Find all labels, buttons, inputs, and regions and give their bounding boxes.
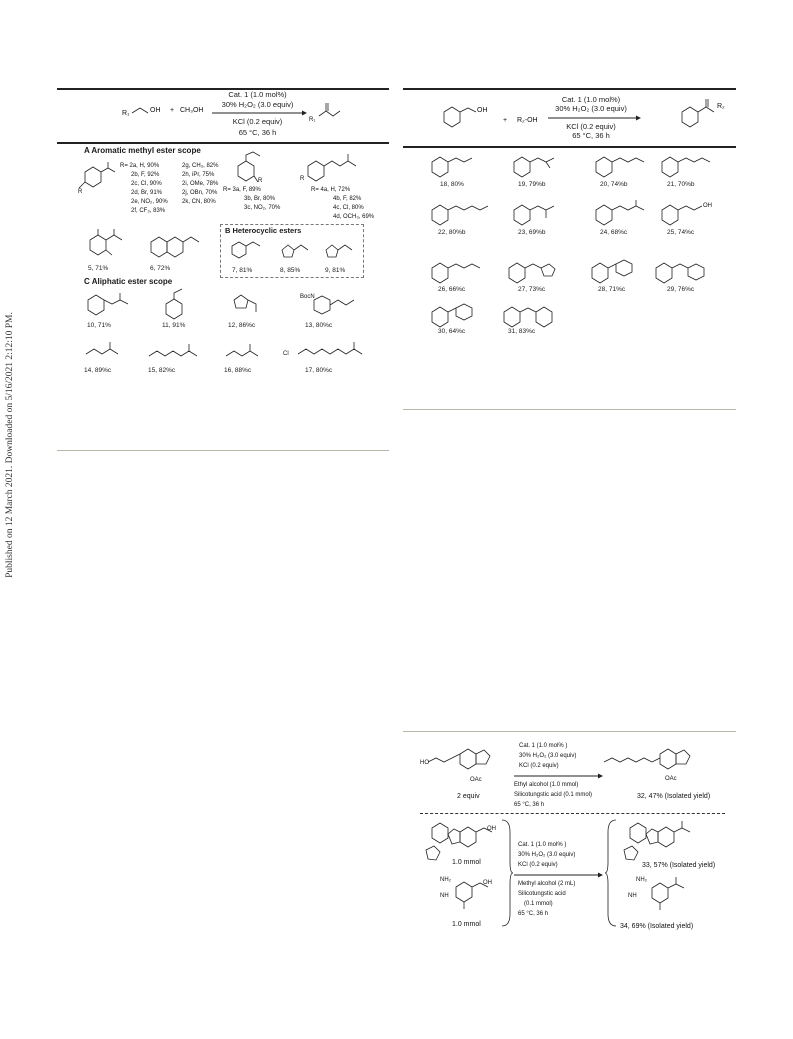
compound-23-label: 23, 69%b bbox=[518, 229, 546, 236]
scheme2-cond-2: 30% H₂O₂ (3.0 equiv) bbox=[555, 104, 627, 113]
scheme3-nh: NH bbox=[440, 893, 449, 899]
list-a4-item: 4b, F, 82% bbox=[333, 196, 362, 202]
list-a1-item: 2d, Br, 91% bbox=[131, 190, 163, 196]
scheme2-product-r2: R₂ bbox=[717, 103, 725, 110]
section-a-title: A Aromatic methyl ester scope bbox=[84, 146, 201, 155]
compound-15-structure bbox=[145, 342, 211, 364]
compound-26-label: 26, 66%c bbox=[438, 286, 466, 293]
scheme1-cond-1: Cat. 1 (1.0 mol%) bbox=[228, 90, 287, 99]
list-a1-item: 2b, F, 92% bbox=[131, 172, 160, 178]
compound-10-label: 10, 71% bbox=[87, 322, 111, 329]
scheme1-product-r1: R₁ bbox=[309, 117, 316, 123]
scheme2-oh: OH bbox=[477, 107, 488, 114]
scheme3-arrow-1 bbox=[514, 773, 604, 779]
scheme3-cond3-line: KCl (0.2 equiv) bbox=[518, 862, 558, 868]
list-a3-item: 3b, Br, 80% bbox=[244, 196, 276, 202]
aryl-3-r: R bbox=[258, 178, 263, 184]
compound-12-label: 12, 86%c bbox=[228, 322, 256, 329]
list-a2-item: 2k, CN, 80% bbox=[182, 199, 216, 205]
compound-33-label: 33, 57% (Isolated yield) bbox=[642, 862, 716, 869]
scheme3-oh-a: OH bbox=[487, 826, 496, 832]
compound-30-label: 30, 64%c bbox=[438, 328, 466, 335]
list-a1-item: R= 2a, H, 90% bbox=[120, 163, 160, 169]
scheme3-cond2-line: Silicotungstic acid (0.1 mmol) bbox=[514, 792, 593, 798]
scheme3-cond1-line: 30% H₂O₂ (3.0 equiv) bbox=[519, 753, 577, 759]
compound-12-structure bbox=[228, 290, 272, 322]
scheme1-r1: R₁ bbox=[122, 110, 130, 117]
compound-34-label: 34, 69% (Isolated yield) bbox=[620, 923, 694, 930]
compound-21-structure bbox=[658, 152, 722, 180]
scheme2-bottom-rule bbox=[403, 409, 736, 410]
compound-29-label: 29, 76%c bbox=[667, 286, 695, 293]
aryl-4-r: R bbox=[300, 176, 305, 182]
scheme1-methanol: CH₃OH bbox=[180, 107, 204, 114]
publication-stamp: Published on 12 March 2021. Downloaded on 5/16/2021 2:12:10 PM. bbox=[5, 312, 15, 578]
compound-21-label: 21, 70%b bbox=[667, 181, 695, 188]
compound-27-label: 27, 73%c bbox=[518, 286, 546, 293]
section-c-title: C Aliphatic ester scope bbox=[84, 277, 173, 286]
scheme1-arrow bbox=[212, 110, 307, 116]
scheme3-cond4-line: Silicotungstic acid bbox=[518, 891, 566, 897]
compound-29-structure bbox=[652, 258, 718, 286]
scheme1-oh: OH bbox=[150, 107, 161, 114]
scheme3-arrow-2 bbox=[514, 872, 604, 878]
compound-18-structure bbox=[428, 152, 488, 180]
scheme3-mmol-a: 1.0 mmol bbox=[452, 859, 481, 866]
compound-31-label: 31, 83%c bbox=[508, 328, 536, 335]
compound-5-label: 5, 71% bbox=[88, 265, 109, 272]
compound-5-structure bbox=[82, 228, 132, 264]
scheme3-mmol-b: 1.0 mmol bbox=[452, 921, 481, 928]
compound-31-structure bbox=[500, 300, 570, 330]
compound-30-structure bbox=[428, 300, 488, 330]
scheme1-mid-rule bbox=[57, 142, 389, 144]
compound-11-label: 11, 91% bbox=[162, 322, 186, 329]
compound-28-label: 28, 71%c bbox=[598, 286, 626, 293]
scheme3-cond4-line: Methyl alcohol (2 mL) bbox=[518, 881, 576, 887]
scheme3-brace-right bbox=[604, 818, 618, 928]
scheme3-cond4-line: 65 °C, 36 h bbox=[518, 911, 549, 917]
compound-26-structure bbox=[428, 258, 494, 286]
list-a4-item: 4d, OCH₃, 69% bbox=[333, 214, 375, 220]
list-a2-item: 2g, CH₃, 82% bbox=[182, 163, 219, 169]
compound-18-label: 18, 80% bbox=[440, 181, 464, 188]
scheme2-plus: + bbox=[503, 117, 508, 124]
scheme3-oh-b: OH bbox=[483, 880, 492, 886]
section-b-title: B Heterocyclic esters bbox=[225, 226, 302, 235]
compound-25-label: 25, 74%c bbox=[667, 229, 695, 236]
scheme3-brace-left bbox=[500, 818, 514, 928]
compound-20-label: 20, 74%b bbox=[600, 181, 628, 188]
scheme3-oac: OAc bbox=[470, 777, 482, 783]
list-a3-item: R= 3a, F, 89% bbox=[223, 187, 261, 193]
compound-25-oh: OH bbox=[703, 203, 712, 209]
scheme2-arrow bbox=[548, 115, 643, 121]
compound-24-label: 24, 68%c bbox=[600, 229, 628, 236]
compound-14-structure bbox=[82, 340, 132, 364]
compound-13-label: 13, 80%c bbox=[305, 322, 333, 329]
list-a1-item: 2e, NO₂, 90% bbox=[131, 199, 168, 205]
compound-15-label: 15, 82%c bbox=[148, 367, 176, 374]
scheme1-bottom-rule bbox=[57, 450, 389, 451]
compound-34-nh2: NH₂ bbox=[636, 877, 647, 883]
list-a4-item: R= 4a, H, 72% bbox=[311, 187, 351, 193]
compound-13-boc: BocN bbox=[300, 294, 315, 300]
scheme3-top-rule bbox=[403, 731, 736, 732]
compound-17-cl: Cl bbox=[283, 351, 289, 357]
scheme2-cond-3: KCl (0.2 equiv) bbox=[566, 122, 616, 131]
compound-9-label: 9, 81% bbox=[325, 267, 346, 274]
list-a1-item: 2f, CF₃, 83% bbox=[131, 208, 166, 214]
compound-6-structure bbox=[145, 232, 205, 262]
compound-11-structure bbox=[160, 292, 204, 322]
compound-32-oac: OAc bbox=[665, 776, 677, 782]
compound-22-structure bbox=[428, 200, 494, 228]
scheme3-cond3-line: 30% H₂O₂ (3.0 equiv) bbox=[518, 852, 576, 858]
compound-6-label: 6, 72% bbox=[150, 265, 171, 272]
list-a2-item: 2i, OMe, 78% bbox=[182, 181, 219, 187]
aryl-2-r: R bbox=[78, 189, 83, 195]
compound-10-structure bbox=[82, 290, 142, 320]
scheme2-benzyl-alcohol bbox=[438, 100, 488, 134]
list-a4-item: 4c, Cl, 80% bbox=[333, 205, 364, 211]
scheme3-dashed-separator bbox=[420, 813, 725, 814]
cinnamate-4-structure bbox=[300, 152, 380, 184]
scheme3-cond2-line: Ethyl alcohol (1.0 mmol) bbox=[514, 782, 579, 788]
compound-27-structure bbox=[505, 258, 565, 286]
compound-7-label: 7, 81% bbox=[232, 267, 253, 274]
compound-14-label: 14, 89%c bbox=[84, 367, 112, 374]
compound-19-structure bbox=[510, 152, 570, 180]
list-a2-item: 2h, iPr, 75% bbox=[182, 172, 215, 178]
compound-8-structure bbox=[276, 238, 312, 264]
scheme3-nh2: NH₂ bbox=[440, 877, 451, 883]
scheme1-cond-2: 30% H₂O₂ (3.0 equiv) bbox=[221, 100, 294, 109]
list-a2-item: 2j, OBn, 70% bbox=[182, 190, 218, 196]
compound-20-structure bbox=[592, 152, 656, 180]
compound-28-structure bbox=[588, 258, 648, 286]
scheme1-cond-3: KCl (0.2 equiv) bbox=[232, 117, 283, 126]
compound-17-structure bbox=[290, 340, 380, 364]
scheme1-cond-4: 65 °C, 36 h bbox=[238, 128, 277, 137]
compound-17-label: 17, 80%c bbox=[305, 367, 333, 374]
scheme3-ho: HO bbox=[420, 760, 429, 766]
scheme2-cond-1: Cat. 1 (1.0 mol%) bbox=[561, 95, 621, 104]
scheme1-ester-structure bbox=[315, 100, 355, 122]
scheme1-plus: + bbox=[170, 107, 175, 114]
compound-16-structure bbox=[222, 342, 272, 364]
compound-32-structure bbox=[600, 740, 720, 780]
scheme3-cond1-line: KCl (0.2 equiv) bbox=[519, 763, 559, 769]
list-a3-item: 3c, NO₂, 70% bbox=[244, 205, 281, 211]
compound-16-label: 16, 88%c bbox=[224, 367, 252, 374]
scheme3-cond2-line: 65 °C, 36 h bbox=[514, 802, 545, 808]
scheme2-mid-rule bbox=[403, 146, 736, 148]
compound-22-label: 22, 80%b bbox=[438, 229, 466, 236]
compound-34-nh: NH bbox=[628, 893, 637, 899]
compound-19-label: 19, 79%b bbox=[518, 181, 546, 188]
compound-7-structure bbox=[228, 238, 264, 264]
scheme3-cond1-line: Cat. 1 (1.0 mol% ) bbox=[519, 743, 568, 749]
compound-32-label: 32, 47% (Isolated yield) bbox=[637, 793, 711, 800]
scheme3-cond3-line: Cat. 1 (1.0 mol% ) bbox=[518, 842, 567, 848]
list-a1-item: 2c, Cl, 90% bbox=[131, 181, 162, 187]
aryl-ester-3-structure bbox=[230, 152, 278, 188]
scheme3-cond4-line: (0.1 mmol) bbox=[524, 901, 553, 907]
scheme2-alcohol: R₂-OH bbox=[517, 117, 538, 124]
compound-23-structure bbox=[510, 200, 570, 228]
scheme3-equiv: 2 equiv bbox=[457, 793, 480, 800]
compound-9-structure bbox=[320, 238, 356, 264]
scheme2-cond-4: 65 °C, 36 h bbox=[572, 131, 610, 140]
compound-8-label: 8, 85% bbox=[280, 267, 301, 274]
compound-24-structure bbox=[592, 200, 656, 228]
